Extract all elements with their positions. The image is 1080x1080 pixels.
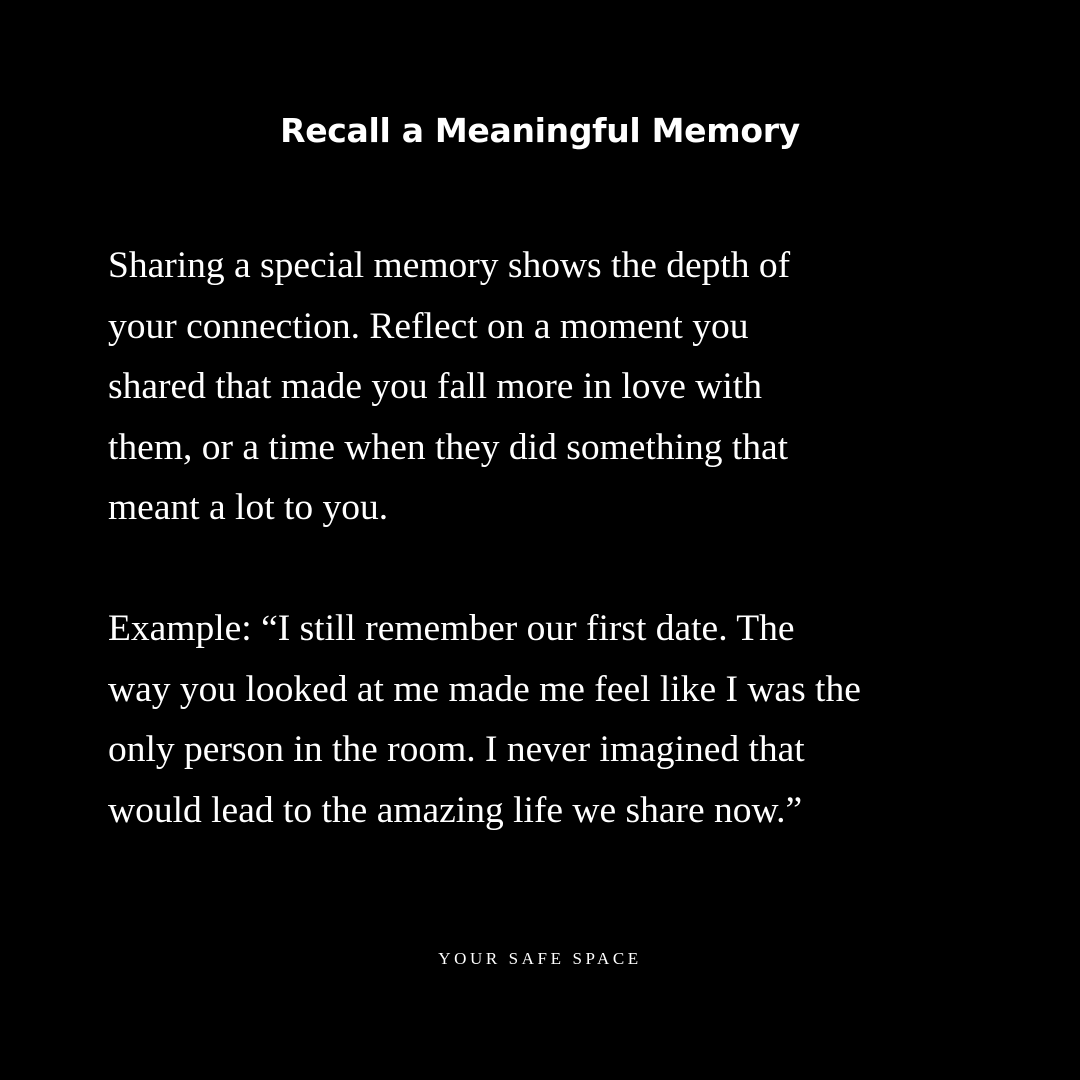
intro-line: them, or a time when they did something that bbox=[108, 426, 789, 468]
paragraph-spacer bbox=[108, 539, 988, 600]
brand-footer: YOUR SAFE SPACE bbox=[438, 949, 642, 968]
example-line: only person in the room. I never imagined that bbox=[108, 729, 805, 770]
example-line: Example: “I still remember our first date. The bbox=[108, 608, 795, 649]
intro-line: Sharing a special memory shows the depth of bbox=[108, 245, 791, 286]
example-paragraph bbox=[108, 599, 988, 841]
body-text bbox=[108, 236, 988, 841]
intro-paragraph bbox=[108, 236, 988, 539]
page-title: Recall a Meaningful Memory bbox=[280, 111, 800, 150]
intro-line: meant a lot to you. bbox=[108, 487, 389, 528]
example-line: way you looked at me made me feel like I was the bbox=[108, 668, 861, 710]
intro-line: your connection. Reflect on a moment you bbox=[108, 305, 749, 347]
intro-line: shared that made you fall more in love with bbox=[108, 366, 762, 407]
example-line: would lead to the amazing life we share now.” bbox=[108, 789, 803, 831]
